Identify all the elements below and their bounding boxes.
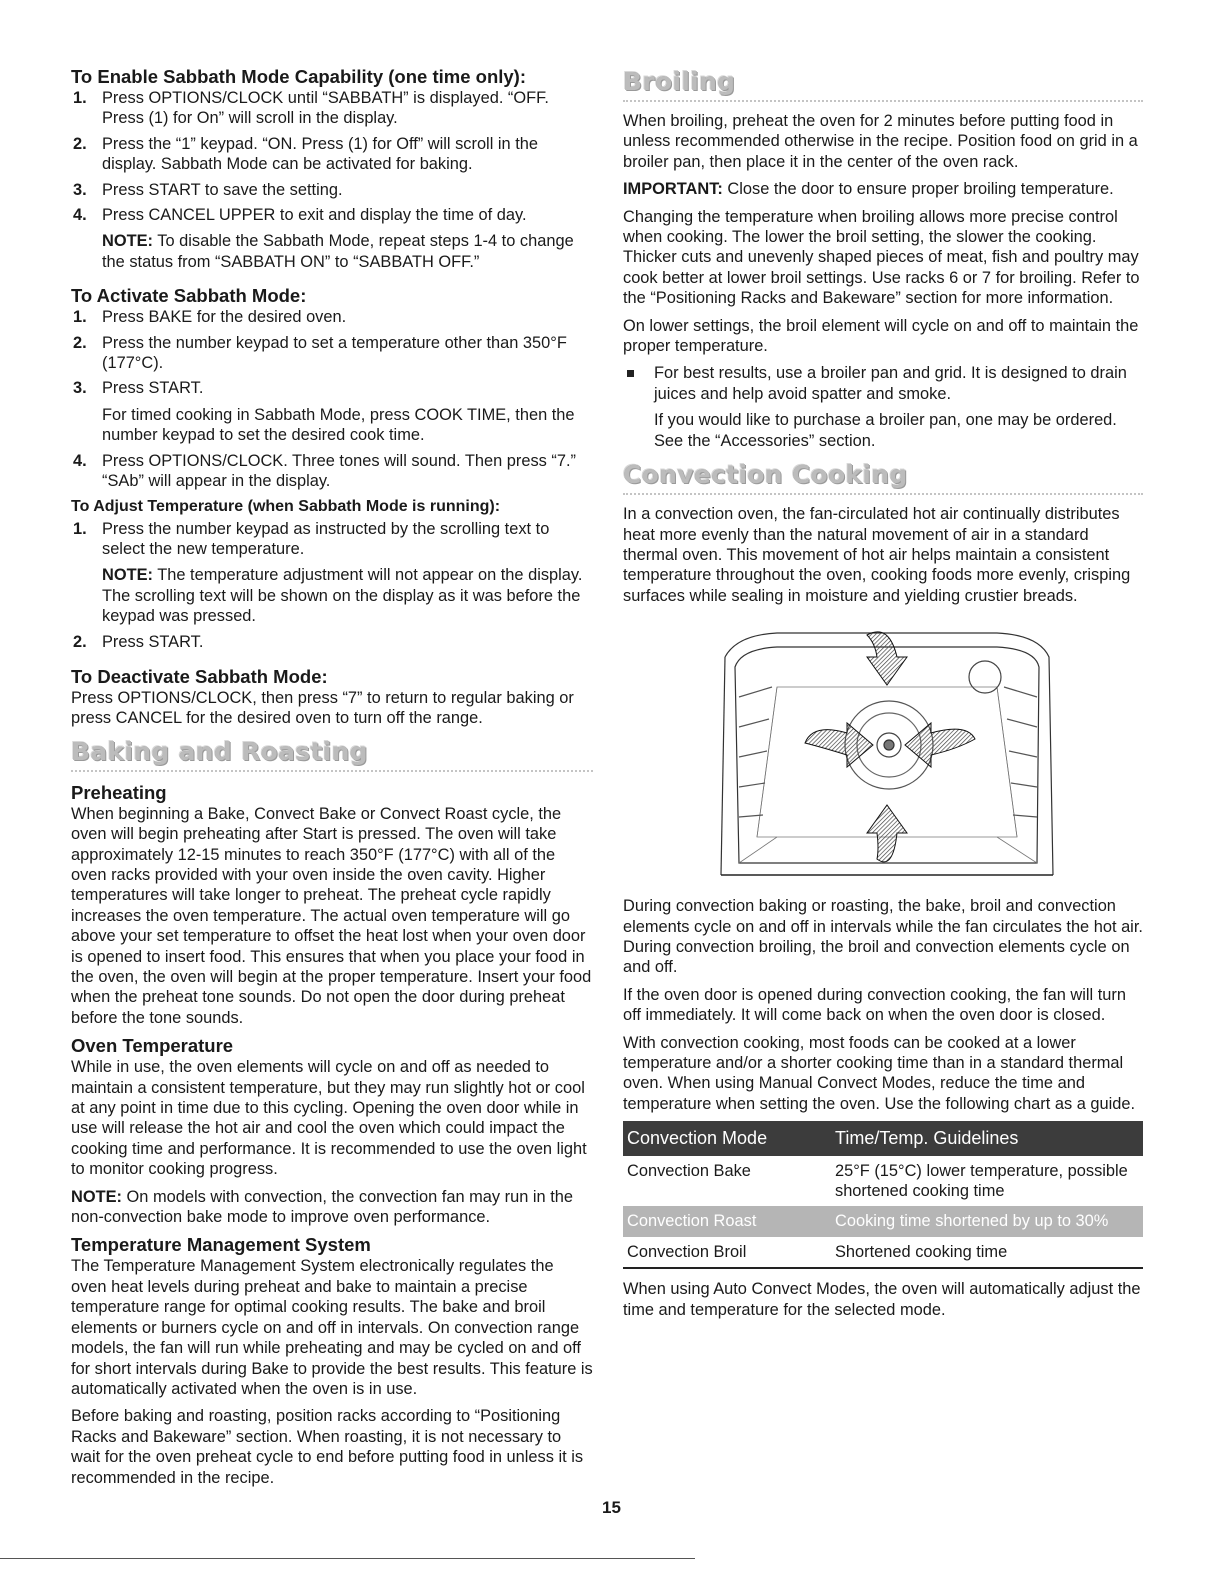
note-label: NOTE: [71, 1187, 122, 1206]
list-item [71, 451, 593, 492]
table-header-row [623, 1121, 1143, 1155]
step-number: 3. [73, 180, 87, 199]
list-item [71, 180, 593, 200]
step-text: Press BAKE for the desired oven. [102, 308, 347, 327]
table-cell: Cooking time shortened by up to 30% [831, 1206, 1143, 1236]
section-divider [623, 493, 1143, 495]
list-item [71, 378, 593, 445]
broiling-text-2: Changing the temperature when broiling allows more precise control when cooking. The lower the broil setting, the slower the cooking. Thicker cuts and unevenly shaped pieces of meat, fish and poultry may cook better at lower broil settings. Use racks 6 or 7 for broiling. Refer to the “Positioning Racks and Bakeware” section for more information. [623, 207, 1140, 308]
list-item [71, 632, 593, 652]
step-text: Press the number keypad to set a temperature other than 350°F (177°C). [102, 333, 567, 373]
step-text: Press the number keypad as instructed by the scrolling text to select the new temperature. [102, 519, 550, 558]
enable-sabbath-heading: To Enable Sabbath Mode Capability (one time only): [71, 66, 526, 87]
convection-oven-illustration [717, 627, 1057, 879]
tms-heading: Temperature Management System [71, 1234, 371, 1256]
table-cell: Convection Bake [627, 1161, 751, 1180]
step-number: 1. [73, 519, 87, 538]
enable-note [102, 231, 593, 272]
broiling-text-3: On lower settings, the broil element will cycle on and off to maintain the proper temperature. [623, 316, 1139, 356]
table-row [623, 1237, 1143, 1268]
bullet-subtext: If you would like to purchase a broiler pan, one may be ordered. See the “Accessories” section. [654, 411, 1117, 450]
activate-sabbath-heading: To Activate Sabbath Mode: [71, 285, 307, 307]
note-text: On models with convection, the convection fan may run in the non-convection bake mode to improve oven performance. [71, 1187, 573, 1227]
step-text: Press CANCEL UPPER to exit and display the time of day. [102, 206, 527, 225]
bullet-square-icon [627, 370, 634, 377]
broiling-title: Broiling [623, 67, 736, 96]
adjust-note [102, 565, 593, 626]
deactivate-sabbath-heading: To Deactivate Sabbath Mode: [71, 665, 328, 687]
oven-temperature-heading: Oven Temperature [71, 1035, 234, 1057]
convection-text-4: With convection cooking, most foods can be cooked at a lower temperature and/or a shorter cooking time than in a standard thermal oven. When using Manual Convect Modes, reduce the time and temperature when setting the oven. Use the following chart as a guide. [623, 1033, 1136, 1113]
table-cell: Shortened cooking time [831, 1237, 1143, 1268]
table-cell: 25°F (15°C) lower temperature, possible shortened cooking time [835, 1161, 1128, 1200]
page-number: 15 [602, 1498, 621, 1517]
table-cell: Convection Broil [623, 1237, 831, 1268]
oven-temperature-text: While in use, the oven elements will cycle on and off as needed to maintain a consistent temperature, but they may run slightly hot or cool at any point in time due to this cycling. Opening the oven door while in use will release the hot air and cool the oven which could impact the cooking time and performance. It is recommended to use the oven light to monitor cooking progress. [71, 1058, 587, 1179]
bullet-text: For best results, use a broiler pan and grid. It is designed to drain juices and help avoid spatter and smoke. [654, 364, 1127, 403]
important-text: Close the door to ensure proper broiling temperature. [722, 180, 1114, 199]
deactivate-text: Press OPTIONS/CLOCK, then press “7” to return to regular baking or press CANCEL for the desired oven to turn off the range. [71, 688, 574, 728]
table-row [623, 1156, 1143, 1207]
important-note [623, 179, 1143, 199]
note-label: NOTE: [102, 232, 153, 251]
broiler-pan-bullet [623, 363, 1143, 451]
tms-text: The Temperature Management System electronically regulates the oven heat levels during preheat and bake to maintain a precise temperature range for optimal cooking results. The bake and broil elements or burners cycle on and off in intervals. On convection range models, the fan will run while preheating and may be cycled on and off for short intervals during Bake to provide the best results. This feature is automatically activated when the oven is in use. [71, 1257, 593, 1398]
section-divider [71, 770, 593, 772]
section-divider [623, 100, 1143, 102]
note-text: To disable the Sabbath Mode, repeat steps 1-4 to change the status from “SABBATH ON” to “SABBATH OFF.” [102, 232, 574, 271]
list-item [71, 134, 593, 175]
convection-cooking-title: Convection Cooking [623, 460, 908, 490]
broiling-text-1: When broiling, preheat the oven for 2 minutes before putting food in unless recommended otherwise in the recipe. Position food on grid in a broiler pan, then place it in the center of the oven rack. [623, 112, 1138, 171]
enable-sabbath-steps [71, 88, 593, 272]
table-row [623, 1206, 1143, 1236]
column-header: Time/Temp. Guidelines [831, 1121, 1143, 1155]
convection-text-3: If the oven door is opened during convection cooking, the fan will turn off immediately. It will come back on when the oven door is closed. [623, 985, 1126, 1025]
step-text: Press OPTIONS/CLOCK. Three tones will sound. Then press “7.” “SAb” will appear in the display. [102, 451, 576, 491]
note-label: NOTE: [102, 566, 153, 585]
note-text: The temperature adjustment will not appear on the display. The scrolling text will be shown on the display as it was before the keypad was pressed. [102, 566, 583, 626]
list-item [71, 88, 593, 129]
convection-text-5: When using Auto Convect Modes, the oven will automatically adjust the time and temperature for the selected mode. [623, 1280, 1141, 1319]
adjust-temperature-heading: To Adjust Temperature (when Sabbath Mode is running): [71, 497, 501, 515]
step-text: Press OPTIONS/CLOCK until “SABBATH” is displayed. “OFF. Press (1) for On” will scroll in the display. [102, 89, 549, 128]
activate-sabbath-steps [71, 307, 593, 491]
list-item [71, 205, 593, 272]
adjust-temperature-steps [71, 519, 593, 652]
list-item [71, 307, 593, 327]
step-text: Press START. [102, 379, 204, 398]
step-number: 1. [73, 89, 87, 107]
step-number: 2. [73, 333, 87, 352]
column-header: Convection Mode [623, 1121, 831, 1155]
table-cell: Convection Roast [623, 1206, 831, 1236]
step-number: 3. [73, 379, 87, 398]
convection-text-2: During convection baking or roasting, the bake, broil and convection elements cycle on and off in intervals while the fan circulates the hot air. During convection broiling, the broil and convection elements cycle on and off. [623, 897, 1143, 977]
step-number: 1. [73, 308, 87, 327]
step-number: 4. [73, 206, 87, 225]
baking-roasting-title: Baking and Roasting [71, 736, 368, 766]
convection-guidelines-table [623, 1121, 1143, 1269]
step-text: Press START to save the setting. [102, 180, 343, 199]
preheating-text: When beginning a Bake, Convect Bake or Convect Roast cycle, the oven will begin preheating after Start is pressed. The oven will take approximately 12-15 minutes to reach 350°F (177°C) with all of the oven racks provided with your oven inside the oven cavity. Higher temperatures will take longer to preheat. The preheat cycle rapidly increases the oven temperature. The actual oven temperature will go above your set temperature to offset the heat lost when your oven door is opened to insert food. This ensures that when you place your food in the oven, the oven will begin at the proper temperature. Insert your food when the preheat tone sounds. Do not open the door during preheat before the tone sounds. [71, 804, 592, 1027]
step-number: 2. [73, 632, 87, 651]
step-number: 4. [73, 451, 87, 470]
oven-temperature-note [71, 1187, 593, 1228]
bottom-rule [0, 1558, 695, 1559]
timed-cooking-note: For timed cooking in Sabbath Mode, press COOK TIME, then the number keypad to set the desired cook time. [102, 405, 575, 445]
list-item [71, 519, 593, 627]
important-label: IMPORTANT: [623, 180, 723, 199]
step-text: Press START. [102, 632, 204, 651]
step-number: 2. [73, 134, 87, 153]
list-item [71, 333, 593, 374]
tms-text-2: Before baking and roasting, position racks according to “Positioning Racks and Bakeware” section. When roasting, it is not necessary to wait for the oven preheat cycle to end before putting food in unless it is recommended in the recipe. [71, 1407, 584, 1487]
left-column [71, 66, 593, 1495]
right-column [623, 66, 1143, 1327]
step-text: Press the “1” keypad. “ON. Press (1) for Off” will scroll in the display. Sabbath Mode can be activated for baking. [102, 134, 538, 174]
preheating-heading: Preheating [71, 781, 167, 803]
convection-text-1: In a convection oven, the fan-circulated hot air continually distributes heat more evenly than the natural movement of air in a standard thermal oven. This movement of hot air helps maintain a consistent temperature throughout the oven, cooking foods more evenly, crisping surfaces while sealing in moisture and yielding crustier breads. [623, 505, 1131, 605]
